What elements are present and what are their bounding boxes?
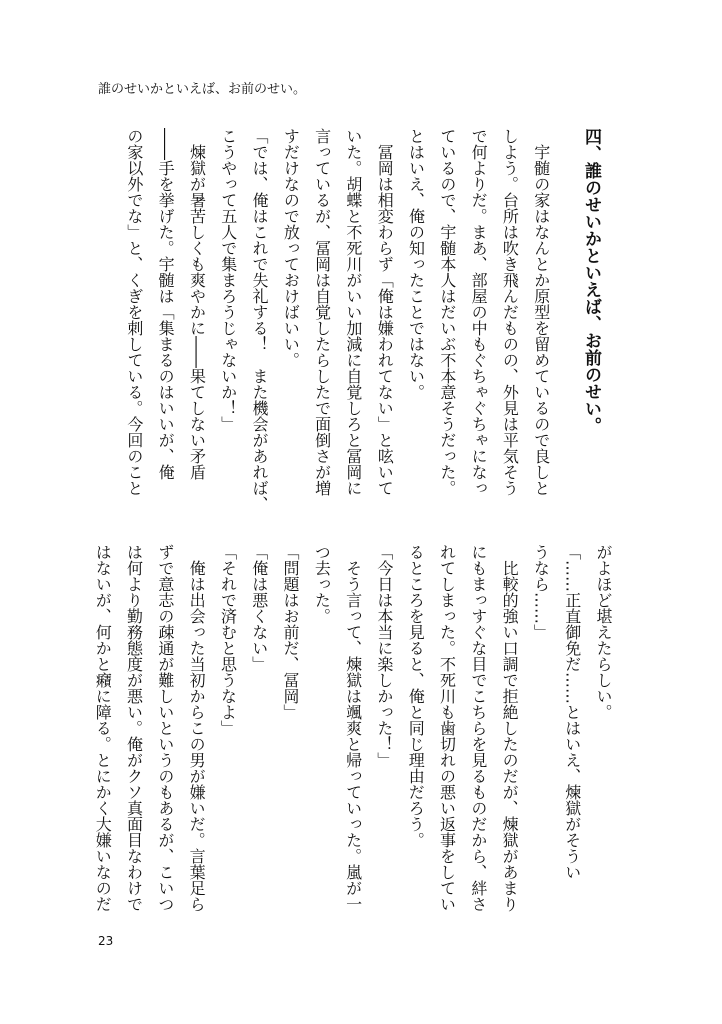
text-line: るところを見ると、俺と同じ理由だろう。 [406, 544, 426, 848]
dialogue-line: うなら……」 [531, 544, 551, 640]
text-line: いた。胡蝶と不死川がいい加減に自覚しろと冨岡に [343, 128, 363, 496]
text-line: はないが、何かと癪に障る。とにかく大嫌いなのだ [93, 544, 113, 912]
dialogue-line: 「問題はお前だ、冨岡」 [281, 544, 301, 720]
page-number: 23 [98, 934, 114, 948]
dialogue-line: 「では、俺はこれで失礼する！ また機会があれば、 [250, 128, 270, 512]
text-line: 比較的強い口調で拒絶したのだが、煉獄があまり [500, 560, 520, 912]
bottom-text-block [93, 544, 619, 936]
text-line: ずで意志の疎通が難しいというのもあるが、こいつ [155, 544, 175, 912]
text-line: 冨岡は相変わらず「俺は嫌われてない」と呟いて [375, 144, 395, 496]
text-line: で何よりだ。まあ、部屋の中もぐちゃぐちゃになっ [469, 128, 489, 496]
top-text-block [96, 128, 606, 516]
text-line: しよう。台所は吹き飛んだものの、外見は平気そう [500, 128, 520, 496]
text-line: とはいえ、俺の知ったことではない。 [406, 128, 426, 400]
text-line: にもまっすぐな目でこちらを見るものだから、絆さ [468, 544, 488, 912]
text-line: ているので、宇髄本人はだいぶ不本意そうだった。 [437, 128, 457, 496]
text-line: ――手を挙げた。宇髄は「集まるのはいいが、俺 [156, 128, 176, 480]
text-line: そう言って、煉獄は颯爽と帰っていった。嵐が一 [343, 560, 363, 912]
dialogue-line: 「……正直御免だ……とはいえ、煉獄がそうい [562, 544, 582, 880]
dialogue-line: 「今日は本当に楽しかった！」 [374, 544, 394, 768]
text-line: つ去った。 [312, 544, 332, 624]
text-line: すだけなので放っておけばいい。 [281, 128, 301, 368]
text-line: れてしまった。不死川も歯切れの悪い返事をしてい [437, 544, 457, 912]
text-line: は何より勤務態度が悪い。俺がクソ真面目なわけで [124, 544, 144, 912]
text-line: 言っているが、冨岡は自覚したらしたで面倒さが増 [312, 128, 332, 496]
dialogue-line: 「それで済むと思うなよ」 [218, 544, 238, 736]
dialogue-line: こうやって五人で集まろうじゃないか！」 [218, 128, 238, 432]
text-line: 俺は出会った当初からこの男が嫌いだ。言葉足ら [187, 560, 207, 912]
text-line: 宇髄の家はなんとか原型を留めているので良しと [531, 144, 551, 496]
text-line: 煉獄が暑苦しくも爽やかに――果てしない矛盾 [187, 144, 207, 480]
dialogue-line: 「俺は悪くない」 [249, 544, 269, 672]
running-header: 誰のせいかといえば、お前のせい。 [98, 82, 307, 97]
chapter-title: 四、誰のせいかといえば、お前のせい。 [581, 128, 601, 434]
text-line: の家以外でな」と、くぎを刺している。今回のこと [124, 128, 144, 496]
text-line: がよほど堪えたらしい。 [594, 544, 613, 720]
